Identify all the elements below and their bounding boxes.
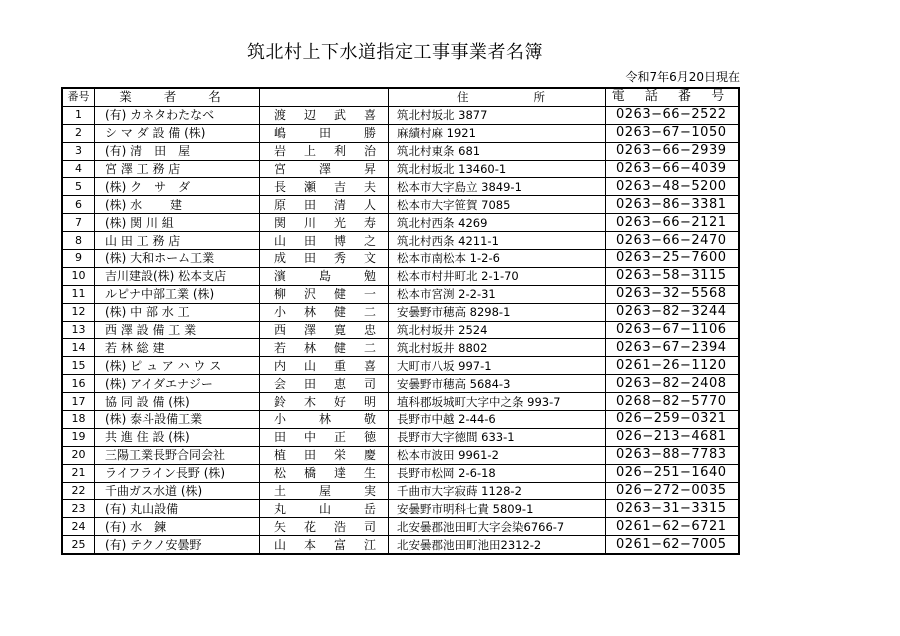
address: 安曇野市明科七貴 5809-1 — [389, 500, 606, 518]
phone-number: 0261−26−1120 — [606, 357, 740, 375]
address: 北安曇郡池田町池田2312-2 — [389, 536, 606, 554]
row-number: 15 — [62, 357, 95, 375]
phone-number: 0261−62−7005 — [606, 536, 740, 554]
row-number: 1 — [62, 106, 95, 124]
header-address — [389, 88, 606, 106]
representative-cell — [260, 518, 389, 536]
company-name: (有) 水 鍊 — [95, 518, 260, 536]
representative-name: 田 中 正 徳 — [274, 430, 376, 445]
row-number: 22 — [62, 482, 95, 500]
phone-number: 0263−82−2408 — [606, 375, 740, 393]
row-number: 8 — [62, 232, 95, 250]
representative-name: 柳 沢 健 一 — [274, 287, 376, 302]
company-name: 千曲ガス水道 (株) — [95, 482, 260, 500]
representative-name: 矢 花 浩 司 — [274, 519, 376, 534]
representative-cell — [260, 250, 389, 268]
table-row — [62, 285, 739, 303]
representative-cell — [260, 124, 389, 142]
representative-cell — [260, 428, 389, 446]
table-row — [62, 106, 739, 124]
representative-cell — [260, 482, 389, 500]
representative-cell — [260, 232, 389, 250]
company-name: 西 澤 設 備 工 業 — [95, 321, 260, 339]
table-row — [62, 124, 739, 142]
company-name: シ マ ダ 設 備 (株) — [95, 124, 260, 142]
header-number: 番号 — [62, 88, 95, 106]
address: 長野市中越 2-44-6 — [389, 411, 606, 429]
representative-name: 山 田 博 之 — [274, 233, 376, 248]
address: 松本市宮渕 2-2-31 — [389, 285, 606, 303]
company-name: (有) カネタわたなべ — [95, 106, 260, 124]
address: 松本市大字笹賀 7085 — [389, 196, 606, 214]
row-number: 17 — [62, 393, 95, 411]
company-name: 吉川建設(株) 松本支店 — [95, 267, 260, 285]
representative-name: 成 田 秀 文 — [274, 251, 376, 266]
row-number: 25 — [62, 536, 95, 554]
table-row — [62, 321, 739, 339]
phone-number: 026−213−4681 — [606, 428, 740, 446]
address: 筑北村西条 4211-1 — [389, 232, 606, 250]
row-number: 23 — [62, 500, 95, 518]
table-row — [62, 196, 739, 214]
address: 筑北村西条 4269 — [389, 214, 606, 232]
representative-name: 嶋 田 勝 — [274, 126, 376, 141]
representative-name: 濱 島 勉 — [274, 269, 376, 284]
company-name: 山 田 工 務 店 — [95, 232, 260, 250]
representative-cell — [260, 411, 389, 429]
row-number: 21 — [62, 464, 95, 482]
row-number: 20 — [62, 446, 95, 464]
address: 麻績村麻 1921 — [389, 124, 606, 142]
page-title: 筑北村上下水道指定工事事業者名簿 — [247, 42, 543, 63]
representative-name: 長 瀬 吉 夫 — [274, 179, 376, 194]
row-number: 10 — [62, 267, 95, 285]
row-number: 11 — [62, 285, 95, 303]
address: 長野市松岡 2-6-18 — [389, 464, 606, 482]
company-name: (株) ク サ ダ — [95, 178, 260, 196]
phone-number: 0261−62−6721 — [606, 518, 740, 536]
representative-name: 土 屋 実 — [274, 484, 376, 499]
company-name: ライフライン長野 (株) — [95, 464, 260, 482]
representative-cell — [260, 214, 389, 232]
representative-cell — [260, 446, 389, 464]
phone-number: 0263−25−7600 — [606, 250, 740, 268]
row-number: 16 — [62, 375, 95, 393]
representative-name: 小 林 敬 — [274, 412, 376, 427]
representative-name: 植 田 栄 慶 — [274, 448, 376, 463]
table-row — [62, 518, 739, 536]
representative-name: 会 田 恵 司 — [274, 376, 376, 391]
table-row — [62, 303, 739, 321]
representative-name: 小 林 健 二 — [274, 305, 376, 320]
representative-cell — [260, 178, 389, 196]
row-number: 6 — [62, 196, 95, 214]
address: 大町市八坂 997-1 — [389, 357, 606, 375]
phone-number: 0263−66−2121 — [606, 214, 740, 232]
representative-name: 松 橋 達 生 — [274, 466, 376, 481]
phone-number: 0268−82−5770 — [606, 393, 740, 411]
row-number: 19 — [62, 428, 95, 446]
table-row — [62, 178, 739, 196]
representative-name: 内 山 重 喜 — [274, 358, 376, 373]
header-address-label: 住 所 — [457, 90, 545, 105]
representative-name: 鈴 木 好 明 — [274, 394, 376, 409]
address: 松本市波田 9961-2 — [389, 446, 606, 464]
address: 筑北村東条 681 — [389, 142, 606, 160]
company-name: (株) 関 川 組 — [95, 214, 260, 232]
header-phone: 電 話 番 号 — [606, 88, 740, 106]
representative-name: 宮 澤 昇 — [274, 162, 376, 176]
representative-cell — [260, 339, 389, 357]
table-row — [62, 393, 739, 411]
representative-cell — [260, 357, 389, 375]
phone-number: 0263−32−5568 — [606, 285, 740, 303]
company-name: 宮 澤 工 務 店 — [95, 160, 260, 178]
table-row — [62, 232, 739, 250]
address: 千曲市大字寂蒔 1128-2 — [389, 482, 606, 500]
phone-number: 0263−66−2470 — [606, 232, 740, 250]
address: 長野市大字徳間 633-1 — [389, 428, 606, 446]
company-name: 若 林 総 建 — [95, 339, 260, 357]
representative-name: 関 川 光 寿 — [274, 215, 376, 230]
phone-number: 0263−66−4039 — [606, 160, 740, 178]
representative-name: 西 澤 寛 忠 — [274, 323, 376, 338]
representative-cell — [260, 303, 389, 321]
representative-cell — [260, 142, 389, 160]
header-representative — [260, 88, 389, 106]
address: 安曇野市穂高 5684-3 — [389, 375, 606, 393]
table-row — [62, 357, 739, 375]
address: 松本市南松本 1-2-6 — [389, 250, 606, 268]
company-name: (株) アイダエナジー — [95, 375, 260, 393]
address: 松本市村井町北 2-1-70 — [389, 267, 606, 285]
table-row — [62, 464, 739, 482]
representative-name: 岩 上 利 治 — [274, 144, 376, 159]
representative-cell — [260, 267, 389, 285]
row-number: 7 — [62, 214, 95, 232]
row-number: 2 — [62, 124, 95, 142]
company-name: 三陽工業長野合同会社 — [95, 446, 260, 464]
representative-name: 山 本 富 江 — [274, 537, 376, 552]
representative-cell — [260, 536, 389, 554]
table-row — [62, 250, 739, 268]
row-number: 13 — [62, 321, 95, 339]
table-row — [62, 536, 739, 554]
table-row — [62, 339, 739, 357]
company-name: (有) 丸山設備 — [95, 500, 260, 518]
representative-cell — [260, 285, 389, 303]
company-name: (株) ピ ュ ア ハ ウ ス — [95, 357, 260, 375]
table-row — [62, 214, 739, 232]
phone-number: 0263−88−7783 — [606, 446, 740, 464]
company-name: 共 進 住 設 (株) — [95, 428, 260, 446]
company-name: ルピナ中部工業 (株) — [95, 285, 260, 303]
row-number: 9 — [62, 250, 95, 268]
header-company: 業 者 名 — [95, 88, 260, 106]
phone-number: 0263−66−2522 — [606, 106, 740, 124]
row-number: 18 — [62, 411, 95, 429]
company-name: (有) 清 田 屋 — [95, 142, 260, 160]
phone-number: 026−272−0035 — [606, 482, 740, 500]
row-number: 24 — [62, 518, 95, 536]
phone-number: 0263−66−2939 — [606, 142, 740, 160]
table-row — [62, 375, 739, 393]
address: 北安曇郡池田町大字会染6766-7 — [389, 518, 606, 536]
table-row — [62, 482, 739, 500]
representative-cell — [260, 321, 389, 339]
phone-number: 026−251−1640 — [606, 464, 740, 482]
table-row — [62, 500, 739, 518]
company-name: (株) 泰斗設備工業 — [95, 411, 260, 429]
representative-name: 原 田 清 人 — [274, 197, 376, 212]
phone-number: 0263−48−5200 — [606, 178, 740, 196]
company-name: (株) 水 建 — [95, 196, 260, 214]
company-name: (株) 大和ホーム工業 — [95, 250, 260, 268]
address: 筑北村坂井 8802 — [389, 339, 606, 357]
phone-number: 0263−67−2394 — [606, 339, 740, 357]
representative-cell — [260, 160, 389, 178]
table-row — [62, 411, 739, 429]
phone-number: 026−259−0321 — [606, 411, 740, 429]
representative-name: 若 林 健 二 — [274, 340, 376, 355]
representative-cell — [260, 375, 389, 393]
company-name: (有) テクノ安曇野 — [95, 536, 260, 554]
address: 安曇野市穂高 8298-1 — [389, 303, 606, 321]
as-of-date: 令和7年6月20日現在 — [625, 70, 740, 84]
address: 埴科郡坂城町大字中之条 993-7 — [389, 393, 606, 411]
table-row — [62, 446, 739, 464]
phone-number: 0263−67−1050 — [606, 124, 740, 142]
company-name: (株) 中 部 水 工 — [95, 303, 260, 321]
address: 筑北村坂北 13460-1 — [389, 160, 606, 178]
representative-cell — [260, 106, 389, 124]
contractor-table — [61, 87, 740, 555]
row-number: 3 — [62, 142, 95, 160]
row-number: 4 — [62, 160, 95, 178]
representative-name: 渡 辺 武 喜 — [274, 108, 376, 123]
row-number: 12 — [62, 303, 95, 321]
row-number: 5 — [62, 178, 95, 196]
table-header-row — [62, 88, 739, 106]
phone-number: 0263−58−3115 — [606, 267, 740, 285]
address: 筑北村坂井 2524 — [389, 321, 606, 339]
table-row — [62, 160, 739, 178]
phone-number: 0263−31−3315 — [606, 500, 740, 518]
row-number: 14 — [62, 339, 95, 357]
address: 松本市大字島立 3849-1 — [389, 178, 606, 196]
representative-cell — [260, 196, 389, 214]
address: 筑北村坂北 3877 — [389, 106, 606, 124]
table-row — [62, 267, 739, 285]
phone-number: 0263−82−3244 — [606, 303, 740, 321]
representative-cell — [260, 464, 389, 482]
company-name: 協 同 設 備 (株) — [95, 393, 260, 411]
table-row — [62, 428, 739, 446]
representative-name: 丸 山 岳 — [274, 501, 376, 516]
phone-number: 0263−67−1106 — [606, 321, 740, 339]
representative-cell — [260, 500, 389, 518]
phone-number: 0263−86−3381 — [606, 196, 740, 214]
representative-cell — [260, 393, 389, 411]
table-row — [62, 142, 739, 160]
